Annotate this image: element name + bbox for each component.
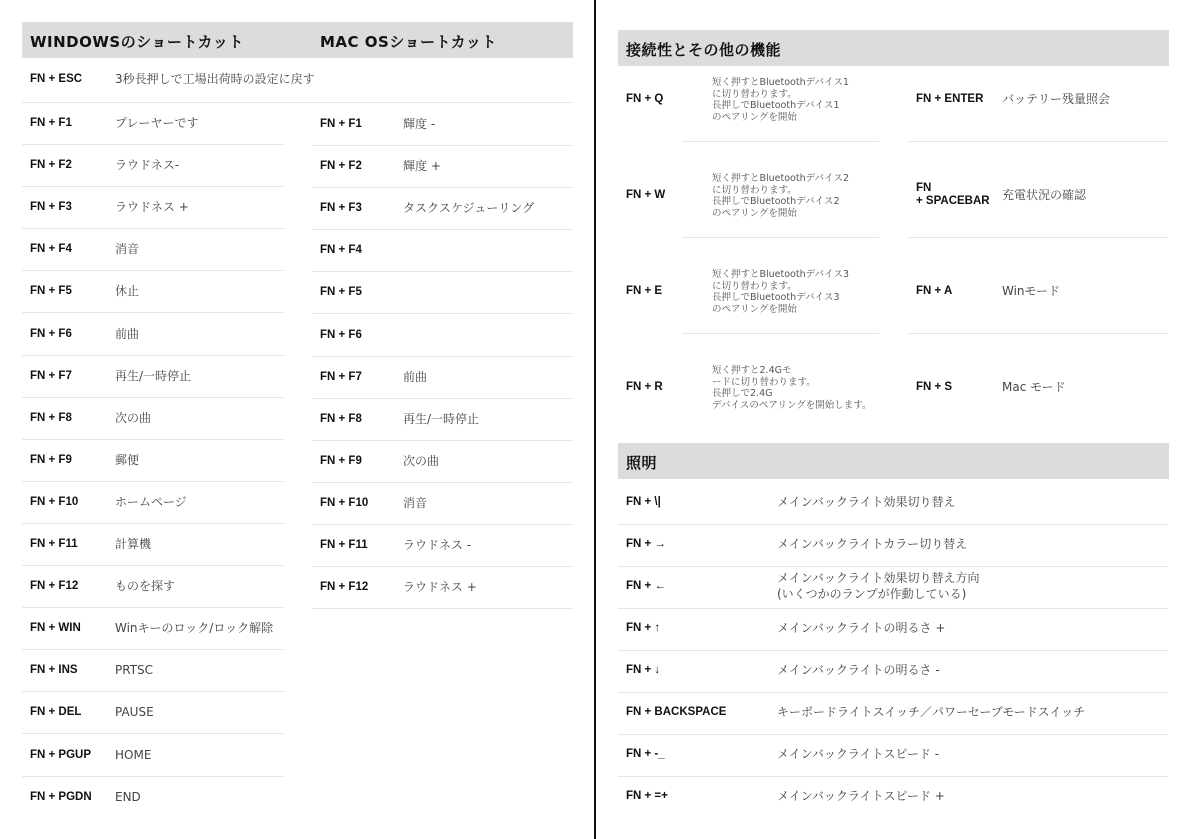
mac-shortcut-desc: ラウドネス - — [403, 538, 472, 552]
windows-shortcut-desc: ホームページ — [115, 494, 187, 509]
lighting-shortcut-desc: メインバックライト効果切り替え — [777, 495, 956, 509]
connectivity-shortcut-desc: Winモード — [1002, 284, 1061, 298]
connectivity-shortcut-key: FN + E — [626, 285, 663, 297]
mac-shortcut-key: FN + F2 — [320, 160, 362, 173]
lighting-shortcut-desc: メインバックライトスピード + — [777, 789, 945, 803]
windows-shortcut-desc: 再生/一時停止 — [115, 368, 192, 383]
row-separator — [22, 186, 284, 187]
connectivity-shortcut-desc: 短く押すと2.4Gモ ードに切り替わります。 長押しで2.4G デバイスのペアリングを開始します。 — [712, 365, 872, 411]
windows-shortcut-desc: PRTSC — [115, 663, 154, 678]
windows-shortcut-key: FN + PGUP — [30, 748, 92, 761]
windows-shortcut-desc: 消音 — [115, 242, 140, 257]
windows-shortcut-desc: 休止 — [115, 284, 140, 299]
connectivity-shortcut-key: FN + ENTER — [916, 92, 984, 105]
mac-shortcut-key: FN + F11 — [320, 539, 368, 551]
windows-shortcut-key: FN + F10 — [30, 495, 79, 508]
row-separator — [312, 524, 573, 525]
connectivity-shortcut-key: FN + Q — [626, 93, 664, 105]
lighting-shortcut-key: FN + ↓ — [626, 664, 661, 676]
mac-shortcut-key: FN + F12 — [320, 581, 369, 594]
page-divider — [594, 0, 596, 839]
windows-shortcut-key: FN + PGDN — [30, 790, 92, 803]
row-separator — [312, 271, 573, 272]
esc-shortcut-desc: 3秒長押しで工場出荷時の設定に戻す — [115, 72, 315, 86]
row-separator — [22, 397, 284, 398]
connectivity-shortcut-key: FN + SPACEBAR — [916, 182, 990, 207]
mac-shortcut-key: FN + F6 — [320, 328, 362, 341]
lighting-shortcut-key: FN + ↑ — [626, 622, 661, 634]
row-separator — [908, 237, 1168, 238]
row-separator — [22, 733, 284, 734]
mac-shortcut-key: FN + F7 — [320, 370, 362, 383]
row-separator — [22, 607, 284, 608]
windows-shortcut-desc: 郵便 — [115, 452, 140, 467]
mac-shortcut-desc: 消音 — [403, 495, 428, 510]
windows-shortcut-desc: ものを探す — [115, 579, 176, 594]
windows-shortcut-desc: プレーヤーです — [115, 116, 199, 130]
mac-shortcut-key: FN + F3 — [320, 202, 362, 215]
mac-shortcut-desc: 再生/一時停止 — [403, 411, 480, 426]
row-separator — [22, 102, 573, 103]
windows-shortcut-desc: ラウドネス + — [115, 200, 189, 215]
windows-shortcut-desc: 計算機 — [115, 537, 152, 551]
row-separator — [312, 356, 573, 357]
windows-shortcut-key: FN + F9 — [30, 453, 72, 466]
row-separator — [682, 237, 879, 238]
esc-shortcut-key: FN + ESC — [30, 73, 83, 85]
mac-shortcut-desc: 前曲 — [403, 369, 428, 384]
lighting-shortcut-desc: メインバックライトカラー切り替え — [777, 537, 968, 551]
row-separator — [312, 313, 573, 314]
mac-section-title: MAC OSショートカット — [320, 33, 497, 51]
windows-shortcut-key: FN + F5 — [30, 285, 72, 298]
windows-shortcut-desc: Winキーのロック/ロック解除 — [115, 621, 274, 636]
mac-shortcut-key: FN + F8 — [320, 412, 362, 425]
mac-shortcut-desc: ラウドネス + — [403, 580, 477, 595]
windows-shortcut-key: FN + F11 — [30, 538, 78, 550]
mac-shortcut-key: FN + F4 — [320, 244, 362, 257]
row-separator — [618, 608, 1168, 609]
mac-shortcut-key: FN + F1 — [320, 118, 362, 130]
lighting-section-title: 照明 — [626, 454, 658, 472]
lighting-shortcut-desc: メインバックライトの明るさ + — [777, 621, 946, 635]
row-separator — [312, 566, 573, 567]
windows-shortcut-key: FN + F8 — [30, 411, 72, 424]
connectivity-section-title: 接続性とその他の機能 — [626, 41, 782, 59]
connectivity-shortcut-key: FN + R — [626, 381, 663, 393]
row-separator — [22, 523, 284, 524]
row-separator — [908, 141, 1168, 142]
row-separator — [618, 566, 1168, 567]
row-separator — [22, 691, 284, 692]
row-separator — [618, 524, 1168, 525]
connectivity-shortcut-desc: Mac モード — [1002, 380, 1066, 394]
row-separator — [312, 482, 573, 483]
windows-section-title: WINDOWSのショートカット — [30, 33, 244, 51]
row-separator — [312, 398, 573, 399]
row-separator — [682, 141, 879, 142]
lighting-header-band — [618, 443, 1169, 479]
mac-shortcut-desc: 次の曲 — [403, 453, 440, 468]
row-separator — [682, 333, 879, 334]
lighting-shortcut-key: FN + ← — [626, 580, 666, 592]
windows-shortcut-key: FN + F12 — [30, 580, 79, 593]
mac-shortcut-key: FN + F9 — [320, 454, 362, 467]
connectivity-shortcut-desc: 短く押すとBluetoothデバイス1 に切り替わります。 長押しでBluetoothデバイス1 のペアリングを開始 — [712, 77, 849, 123]
lighting-shortcut-key: FN + BACKSPACE — [626, 706, 727, 718]
windows-shortcut-key: FN + F2 — [30, 159, 72, 172]
lighting-shortcut-key: FN + =+ — [626, 790, 668, 802]
row-separator — [618, 650, 1168, 651]
row-separator — [908, 333, 1168, 334]
windows-shortcut-key: FN + F6 — [30, 327, 72, 340]
row-separator — [618, 734, 1168, 735]
connectivity-shortcut-desc: 短く押すとBluetoothデバイス2 に切り替わります。 長押しでBluetoothデバイス2 のペアリングを開始 — [712, 173, 849, 219]
windows-shortcut-desc: HOME — [115, 747, 152, 762]
windows-shortcut-key: FN + F3 — [30, 201, 72, 214]
row-separator — [22, 355, 284, 356]
windows-shortcut-key: FN + F1 — [30, 117, 72, 129]
row-separator — [22, 481, 284, 482]
row-separator — [312, 145, 573, 146]
windows-shortcut-desc: ラウドネス- — [115, 158, 180, 173]
row-separator — [22, 565, 284, 566]
mac-shortcut-key: FN + F10 — [320, 496, 369, 509]
windows-shortcut-key: FN + F4 — [30, 243, 72, 256]
lighting-shortcut-desc: メインバックライトの明るさ - — [777, 663, 940, 677]
connectivity-shortcut-desc: 短く押すとBluetoothデバイス3 に切り替わります。 長押しでBluetoothデバイス3 のペアリングを開始 — [712, 269, 849, 315]
windows-shortcut-key: FN + INS — [30, 664, 78, 677]
lighting-shortcut-desc: キーボードライトスイッチ／パワーセーブモードスイッチ — [777, 705, 1086, 719]
connectivity-shortcut-key: FN + A — [916, 284, 953, 297]
row-separator — [312, 440, 573, 441]
row-separator — [618, 692, 1168, 693]
row-separator — [618, 776, 1168, 777]
row-separator — [22, 776, 284, 777]
lighting-shortcut-desc: メインバックライト効果切り替え方向 (いくつかのランプが作動している) — [777, 571, 980, 601]
row-separator — [22, 228, 284, 229]
row-separator — [22, 270, 284, 271]
row-separator — [22, 312, 284, 313]
lighting-shortcut-key: FN + → — [626, 538, 666, 550]
row-separator — [312, 229, 573, 230]
row-separator — [22, 649, 284, 650]
windows-shortcut-key: FN + WIN — [30, 622, 81, 635]
lighting-shortcut-desc: メインバックライトスピード - — [777, 747, 940, 761]
lighting-shortcut-key: FN + \| — [626, 496, 661, 508]
windows-shortcut-desc: 前曲 — [115, 326, 140, 341]
windows-shortcut-key: FN + DEL — [30, 706, 82, 719]
windows-shortcut-key: FN + F7 — [30, 369, 72, 382]
mac-shortcut-desc: タスクスケジューリング — [403, 201, 535, 216]
connectivity-shortcut-key: FN + S — [916, 380, 953, 393]
row-separator — [312, 608, 573, 609]
connectivity-shortcut-desc: バッテリー残量照会 — [1002, 92, 1111, 106]
mac-shortcut-desc: 輝度 + — [403, 159, 441, 174]
windows-shortcut-desc: 次の曲 — [115, 410, 152, 425]
row-separator — [22, 144, 284, 145]
row-separator — [22, 439, 284, 440]
mac-shortcut-desc: 輝度 - — [403, 117, 436, 131]
connectivity-shortcut-key: FN + W — [626, 189, 666, 201]
mac-shortcut-key: FN + F5 — [320, 286, 362, 299]
windows-shortcut-desc: PAUSE — [115, 705, 154, 720]
row-separator — [312, 187, 573, 188]
connectivity-shortcut-desc: 充電状況の確認 — [1002, 188, 1087, 202]
lighting-shortcut-key: FN + -_ — [626, 748, 665, 760]
windows-shortcut-desc: END — [115, 789, 141, 804]
